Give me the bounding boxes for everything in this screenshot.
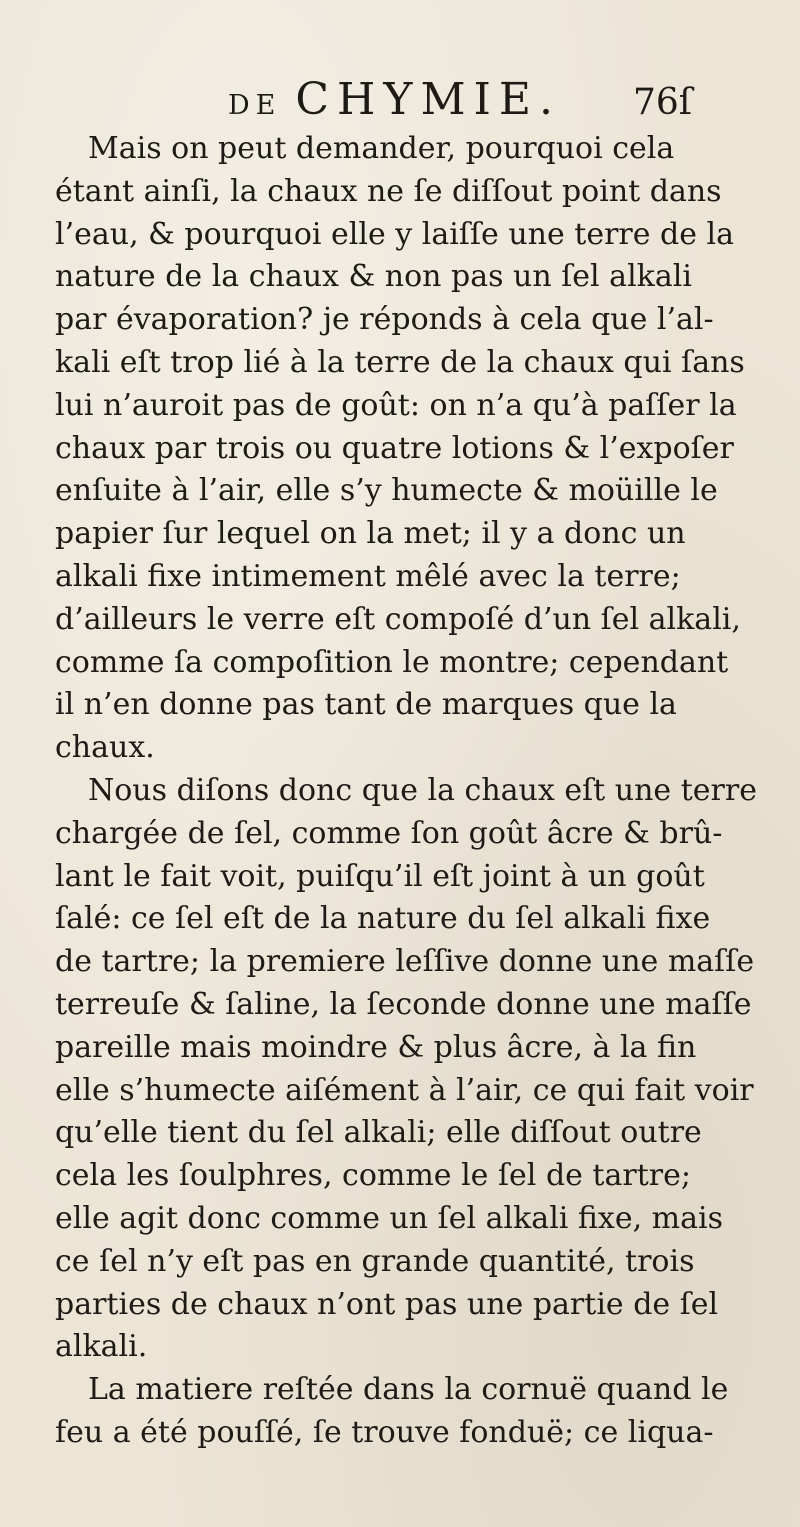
text-line: par évaporation? je réponds à cela que l’al-	[55, 302, 714, 338]
text-line: de tartre; la premiere leſſive donne une maſſe	[55, 944, 755, 980]
text-line: enſuite à l’air, elle s’y humecte & moüille le	[55, 473, 718, 509]
text-line: pareille mais moindre & plus âcre, à la fin	[55, 1029, 697, 1065]
text-line: étant ainſi, la chaux ne ſe diſſout point dans	[55, 173, 722, 209]
text-line: ſalé: ce ſel eſt de la nature du ſel alkali fixe	[55, 901, 711, 937]
running-head	[228, 74, 788, 124]
text-line: chaux par trois ou quatre lotions & l’expoſer	[55, 430, 734, 466]
text-line: Nous diſons donc que la chaux eſt une terre	[88, 772, 757, 808]
running-head-title: CHYMIE.	[295, 74, 561, 125]
text-line: lui n’auroit pas de goût: on n’a qu’à paſſer la	[55, 387, 737, 423]
text-line: kali eſt trop lié à la terre de la chaux qui ſans	[55, 344, 745, 380]
text-line: papier ſur lequel on la met; il y a donc un	[55, 516, 686, 552]
text-line: parties de chaux n’ont pas une partie de ſel	[55, 1286, 719, 1322]
text-line: alkali.	[55, 1329, 148, 1365]
text-line: il n’en donne pas tant de marques que la	[55, 687, 677, 723]
text-line: chaux.	[55, 730, 155, 766]
body-text	[55, 128, 785, 1455]
text-line: d’ailleurs le verre eſt compoſé d’un ſel alkali,	[55, 601, 741, 637]
text-line: ce ſel n’y eſt pas en grande quantité, trois	[55, 1243, 695, 1279]
text-line: lant le fait voit, puiſqu’il eſt joint à un goût	[55, 858, 705, 894]
text-line: terreuſe & ſaline, la ſeconde donne une maſſe	[55, 986, 752, 1022]
text-line: chargée de ſel, comme ſon goût âcre & brû-	[55, 815, 723, 851]
text-line: feu a été pouſſé, ſe trouve fonduë; ce liqua-	[55, 1414, 714, 1450]
page-number: 76ſ	[632, 82, 693, 123]
text-line: nature de la chaux & non pas un ſel alkali	[55, 259, 692, 295]
text-line: alkali fixe intimement mêlé avec la terre;	[55, 558, 681, 594]
text-line: l’eau, & pourquoi elle y laiſſe une terre de la	[55, 216, 735, 252]
text-line: elle agit donc comme un ſel alkali fixe, mais	[55, 1200, 723, 1236]
text-line: elle s’humecte aiſément à l’air, ce qui fait voir	[55, 1072, 754, 1108]
text-line: Mais on peut demander, pourquoi cela	[88, 131, 675, 166]
text-line: cela les ſoulphres, comme le ſel de tartre;	[55, 1158, 691, 1194]
text-line: comme ſa compoſition le montre; cependant	[55, 644, 729, 680]
text-line: qu’elle tient du ſel alkali; elle diſſout outre	[55, 1115, 702, 1151]
running-head-prefix: DE	[228, 90, 282, 121]
text-line: La matiere reſtée dans la cornuë quand le	[88, 1372, 729, 1408]
